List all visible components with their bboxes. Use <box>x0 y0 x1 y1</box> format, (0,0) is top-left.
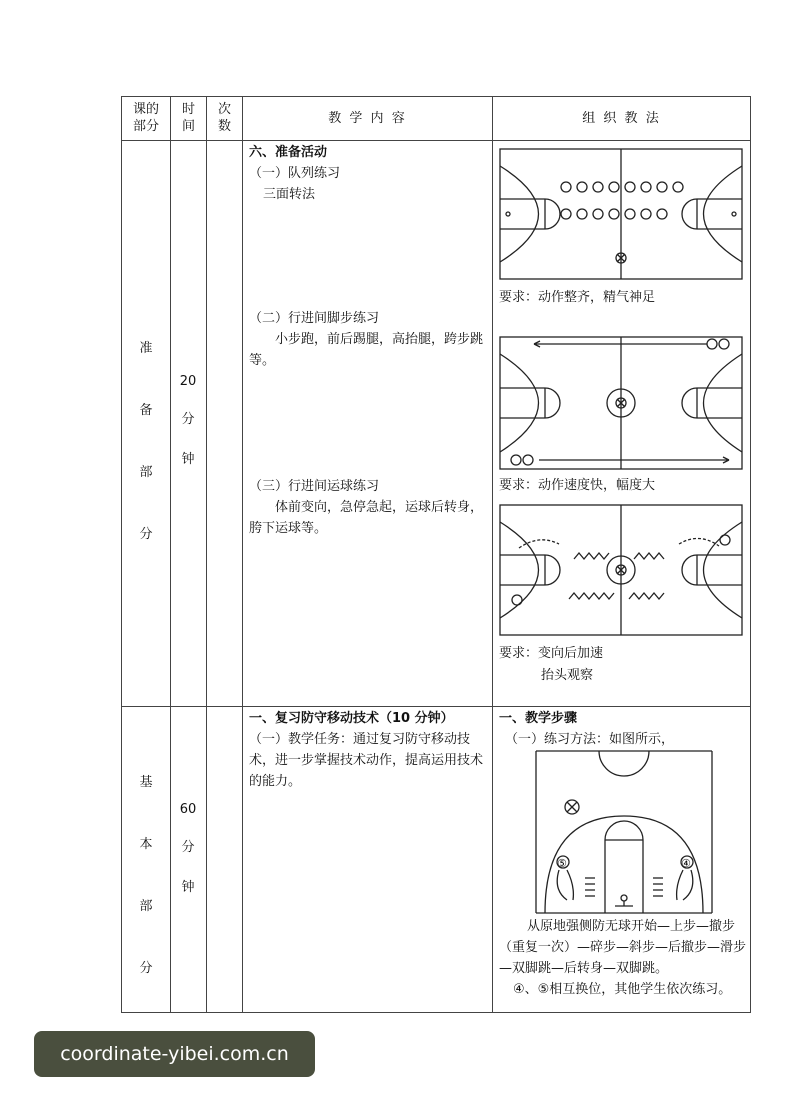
prep-content <box>249 142 487 205</box>
table-col-divider-3 <box>242 96 243 1013</box>
header-count <box>208 101 241 135</box>
table-border-top <box>121 96 751 97</box>
header-method: 组 织 教 法 <box>582 111 661 126</box>
header-section <box>124 101 168 135</box>
basic-section-text: 基本部分 <box>139 775 153 976</box>
prep-item2 <box>249 308 487 371</box>
marker-4: ④ <box>681 857 691 870</box>
basic-content <box>249 708 489 792</box>
prep-item3-text: 体前变向，急停急起，运球后转身，胯下运球等。 <box>249 500 484 536</box>
table-col-divider-4 <box>492 96 493 1013</box>
req-1: 要求：动作整齐，精气神足 <box>499 290 656 305</box>
table-border-left <box>121 96 122 1013</box>
prep-item3-title: （三）行进间运球练习 <box>249 479 380 494</box>
basic-desc <box>499 916 747 1000</box>
table-row-divider <box>121 706 751 707</box>
basic-time-num: 60 <box>179 802 197 817</box>
basic-desc2-text: ④、⑤相互换位，其他学生依次练习。 <box>513 982 732 997</box>
basic-method-sub: （一）练习方法：如图所示， <box>505 732 675 747</box>
table-border-right <box>750 96 751 1013</box>
basic-task: （一）教学任务：通过复习防守移动技术，进一步掌握技术动作，提高运用技术的能力。 <box>249 732 484 789</box>
req-3 <box>499 644 744 686</box>
table-border-bottom <box>121 1012 751 1013</box>
req-3-text: 要求：变向后加速 <box>499 646 604 661</box>
prep-item1-text: 三面转法 <box>263 187 316 202</box>
req-3b-text: 抬头观察 <box>541 668 594 683</box>
prep-item2-title: （二）行进间脚步练习 <box>249 311 380 326</box>
basic-time <box>168 800 208 908</box>
header-section-text: 课的部分 <box>132 102 159 134</box>
basic-method-title: 一、教学步骤 <box>499 711 578 726</box>
basic-time-unit: 分钟 <box>181 840 195 895</box>
prep-section-text: 准备部分 <box>139 341 153 542</box>
basic-section-label <box>126 752 166 1000</box>
court-diagram-defense <box>535 750 713 914</box>
basic-desc-text: 从原地强侧防无球开始—上步—撤步（重复一次）—碎步—斜步—后撤步—滑步—双脚跳—后转身—双脚跳。 <box>499 919 747 976</box>
prep-item3 <box>249 476 487 539</box>
watermark-badge: coordinate-yibei.com.cn <box>34 1031 315 1077</box>
court-diagram-dribble <box>499 504 743 636</box>
prep-item2-text: 小步跑，前后踢腿，高抬腿，跨步跳等。 <box>249 332 484 368</box>
req-2: 要求：动作速度快，幅度大 <box>499 478 656 493</box>
prep-time-num: 20 <box>179 374 197 389</box>
header-count-text: 次数 <box>217 102 231 134</box>
prep-time-unit: 分钟 <box>181 412 195 467</box>
prep-item1-title: （一）队列练习 <box>249 166 341 181</box>
marker-5: ⑤ <box>557 857 567 870</box>
table-header-divider <box>121 140 751 141</box>
header-time <box>172 101 205 135</box>
prep-title: 六、准备活动 <box>249 145 328 160</box>
court-diagram-formation <box>499 148 743 280</box>
header-content: 教 学 内 容 <box>328 111 407 126</box>
basic-title: 一、复习防守移动技术（10 分钟） <box>249 711 454 726</box>
court-diagram-footwork <box>499 336 743 470</box>
basic-method-header <box>499 708 744 750</box>
prep-time <box>168 372 208 480</box>
header-time-text: 时间 <box>181 102 195 134</box>
prep-section-label <box>126 318 166 566</box>
